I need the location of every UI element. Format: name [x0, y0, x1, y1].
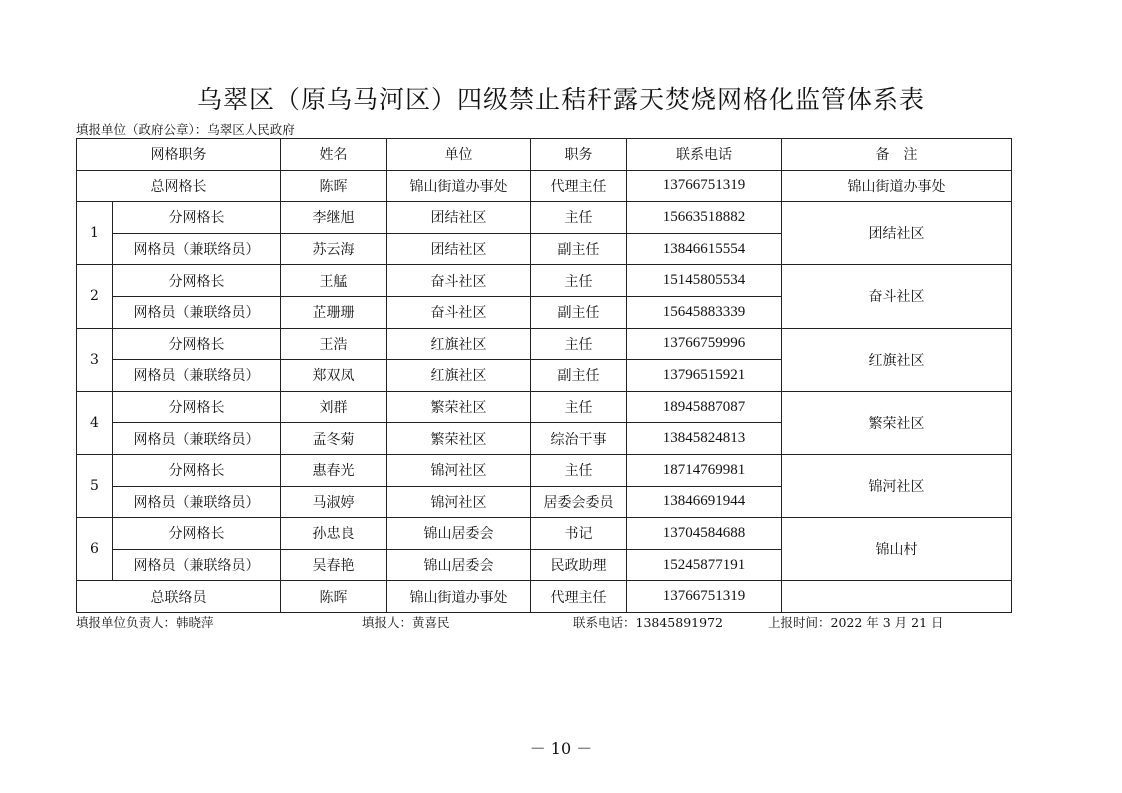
phone-cell: 13796515921: [627, 360, 782, 392]
name-cell: 王艋: [281, 265, 387, 297]
unit-cell: 锦山街道办事处: [387, 581, 531, 613]
role-cell: 分网格长: [113, 265, 281, 297]
role-cell: 分网格长: [113, 454, 281, 486]
role-cell: 总网格长: [77, 170, 281, 202]
table-row: [77, 328, 1012, 360]
unit-cell: 红旗社区: [387, 360, 531, 392]
name-cell: 陈晖: [281, 170, 387, 202]
phone-cell: 13704584688: [627, 518, 782, 550]
phone-cell: 13766751319: [627, 581, 782, 613]
unit-cell: 锦山街道办事处: [387, 170, 531, 202]
name-cell: 马淑婷: [281, 486, 387, 518]
table-row: [77, 202, 1012, 234]
header-cell: 职务: [531, 139, 627, 171]
chief-row: [77, 170, 1012, 202]
table-row: [77, 391, 1012, 423]
post-cell: 代理主任: [531, 170, 627, 202]
role-cell: 网格员（兼联络员）: [113, 423, 281, 455]
footer-responsible: 填报单位负责人：韩晓萍: [76, 615, 214, 630]
post-cell: 主任: [531, 202, 627, 234]
post-cell: 主任: [531, 454, 627, 486]
unit-cell: 锦河社区: [387, 454, 531, 486]
note-cell: 团结社区: [782, 202, 1012, 265]
note-cell: [782, 581, 1012, 613]
post-cell: 副主任: [531, 296, 627, 328]
unit-cell: 奋斗社区: [387, 296, 531, 328]
group-number-cell: 6: [77, 518, 113, 581]
role-cell: 分网格长: [113, 328, 281, 360]
group-number-cell: 3: [77, 328, 113, 391]
role-cell: 网格员（兼联络员）: [113, 360, 281, 392]
post-cell: 主任: [531, 265, 627, 297]
unit-cell: 锦山居委会: [387, 549, 531, 581]
header-cell: 联系电话: [627, 139, 782, 171]
phone-cell: 13845824813: [627, 423, 782, 455]
name-cell: 王浩: [281, 328, 387, 360]
phone-cell: 15645883339: [627, 296, 782, 328]
role-cell: 网格员（兼联络员）: [113, 233, 281, 265]
group-number-cell: 2: [77, 265, 113, 328]
document-title: 乌翠区（原乌马河区）四级禁止秸秆露天焚烧网格化监管体系表: [196, 85, 925, 114]
phone-cell: 15663518882: [627, 202, 782, 234]
liaison-row: [77, 581, 1012, 613]
name-cell: 芷珊珊: [281, 296, 387, 328]
name-cell: 惠春光: [281, 454, 387, 486]
name-cell: 陈晖: [281, 581, 387, 613]
table-row: [77, 265, 1012, 297]
note-cell: 锦河社区: [782, 454, 1012, 517]
footer-phone: 联系电话：13845891972: [573, 615, 723, 630]
note-cell: 锦山街道办事处: [782, 170, 1012, 202]
unit-cell: 繁荣社区: [387, 423, 531, 455]
header-cell: 单位: [387, 139, 531, 171]
header-cell: 姓名: [281, 139, 387, 171]
group-number-cell: 4: [77, 391, 113, 454]
phone-cell: 13766751319: [627, 170, 782, 202]
header-row: [77, 139, 1012, 171]
role-cell: 网格员（兼联络员）: [113, 296, 281, 328]
phone-cell: 18714769981: [627, 454, 782, 486]
role-cell: 分网格长: [113, 202, 281, 234]
phone-cell: 15145805534: [627, 265, 782, 297]
footer-filler: 填报人：黄喜民: [362, 615, 450, 630]
name-cell: 郑双凤: [281, 360, 387, 392]
name-cell: 刘群: [281, 391, 387, 423]
role-cell: 总联络员: [77, 581, 281, 613]
unit-cell: 红旗社区: [387, 328, 531, 360]
post-cell: 主任: [531, 328, 627, 360]
unit-cell: 团结社区: [387, 202, 531, 234]
role-cell: 分网格长: [113, 391, 281, 423]
role-cell: 网格员（兼联络员）: [113, 486, 281, 518]
post-cell: 居委会委员: [531, 486, 627, 518]
post-cell: 副主任: [531, 360, 627, 392]
table-row: [77, 518, 1012, 550]
phone-cell: 13766759996: [627, 328, 782, 360]
unit-cell: 锦河社区: [387, 486, 531, 518]
header-cell: 网格职务: [77, 139, 281, 171]
name-cell: 孙忠良: [281, 518, 387, 550]
note-cell: 繁荣社区: [782, 391, 1012, 454]
note-cell: 锦山村: [782, 518, 1012, 581]
unit-cell: 团结社区: [387, 233, 531, 265]
name-cell: 吴春艳: [281, 549, 387, 581]
page-number: － 10 －: [529, 739, 593, 758]
phone-cell: 13846691944: [627, 486, 782, 518]
header-cell: 备 注: [782, 139, 1012, 171]
name-cell: 孟冬菊: [281, 423, 387, 455]
post-cell: 主任: [531, 391, 627, 423]
group-number-cell: 1: [77, 202, 113, 265]
unit-cell: 繁荣社区: [387, 391, 531, 423]
phone-cell: 13846615554: [627, 233, 782, 265]
post-cell: 民政助理: [531, 549, 627, 581]
footer-time: 上报时间：2022 年 3 月 21 日: [768, 615, 944, 630]
unit-cell: 锦山居委会: [387, 518, 531, 550]
post-cell: 代理主任: [531, 581, 627, 613]
post-cell: 书记: [531, 518, 627, 550]
note-cell: 奋斗社区: [782, 265, 1012, 328]
name-cell: 苏云海: [281, 233, 387, 265]
phone-cell: 18945887087: [627, 391, 782, 423]
table-row: [77, 454, 1012, 486]
filler-unit: 填报单位（政府公章）：乌翠区人民政府: [76, 122, 295, 137]
name-cell: 李继旭: [281, 202, 387, 234]
post-cell: 综治干事: [531, 423, 627, 455]
phone-cell: 15245877191: [627, 549, 782, 581]
role-cell: 分网格长: [113, 518, 281, 550]
grid-table: [76, 138, 1012, 613]
group-number-cell: 5: [77, 454, 113, 517]
post-cell: 副主任: [531, 233, 627, 265]
note-cell: 红旗社区: [782, 328, 1012, 391]
unit-cell: 奋斗社区: [387, 265, 531, 297]
role-cell: 网格员（兼联络员）: [113, 549, 281, 581]
